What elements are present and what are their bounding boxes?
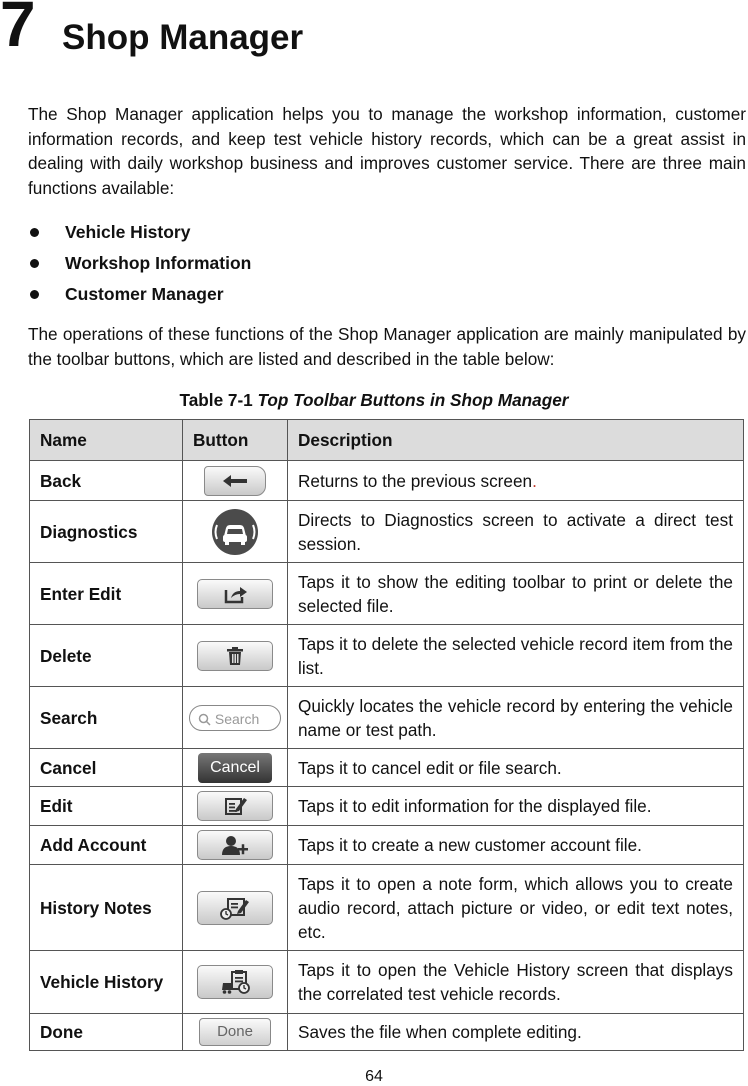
table-row [30, 1014, 744, 1051]
toolbar-buttons-table [29, 419, 744, 1051]
share-edit-icon[interactable] [197, 579, 273, 609]
caption-label: Table 7-1 [179, 390, 253, 410]
row-name: Delete [30, 625, 183, 687]
bullet-icon [30, 259, 39, 268]
done-button[interactable]: Done [199, 1018, 271, 1046]
row-name: Add Account [30, 826, 183, 865]
row-description: Directs to Diagnostics screen to activate a direct test session. [288, 501, 744, 563]
header-name: Name [30, 420, 183, 461]
table-row [30, 865, 744, 951]
list-item: Vehicle History [30, 220, 251, 251]
row-description: Taps it to open a note form, which allows you to create audio record, attach picture or video, or edit text notes, etc. [288, 865, 744, 951]
row-description: Saves the file when complete editing. [288, 1014, 744, 1051]
back-arrow-icon[interactable] [204, 466, 266, 496]
header-button: Button [183, 420, 288, 461]
bullet-icon [30, 228, 39, 237]
row-name: Back [30, 461, 183, 501]
table-row [30, 749, 744, 787]
chapter-title: Shop Manager [62, 18, 304, 57]
row-description: Taps it to cancel edit or file search. [288, 749, 744, 787]
row-name: History Notes [30, 865, 183, 951]
header-description: Description [288, 420, 744, 461]
row-description: Returns to the previous screen [298, 470, 533, 491]
page-number: 64 [365, 1068, 383, 1085]
history-notes-icon[interactable] [197, 891, 273, 925]
row-description: Taps it to show the editing toolbar to print or delete the selected file. [288, 563, 744, 625]
row-description: Taps it to create a new customer account file. [288, 826, 744, 865]
diagnostics-car-icon[interactable] [212, 509, 258, 555]
table-row [30, 501, 744, 563]
trash-icon[interactable] [197, 641, 273, 671]
add-user-icon[interactable] [197, 830, 273, 860]
cancel-button[interactable]: Cancel [198, 753, 272, 783]
table-header-row [30, 420, 744, 461]
row-description: Taps it to open the Vehicle History screen that displays the correlated test vehicle records. [288, 951, 744, 1014]
list-item: Workshop Information [30, 251, 251, 282]
table-row: Back Returns to the previous screen. [30, 461, 744, 501]
search-icon[interactable]: Search [189, 705, 281, 731]
caption-title: Top Toolbar Buttons in Shop Manager [257, 390, 569, 410]
operations-paragraph: The operations of these functions of the Shop Manager application are mainly manipulated by the toolbar buttons, which are listed and described in the table below: [28, 324, 746, 369]
row-name: Diagnostics [30, 501, 183, 563]
row-description: Taps it to delete the selected vehicle record item from the list. [288, 625, 744, 687]
row-name: Done [30, 1014, 183, 1051]
vehicle-history-icon[interactable] [197, 965, 273, 999]
row-description: Quickly locates the vehicle record by entering the vehicle name or test path. [288, 687, 744, 749]
row-name: Enter Edit [30, 563, 183, 625]
row-name: Search [30, 687, 183, 749]
table-row [30, 563, 744, 625]
table-row [30, 787, 744, 826]
list-item: Customer Manager [30, 282, 251, 313]
chapter-number: 7 [0, 0, 34, 60]
row-name: Edit [30, 787, 183, 826]
edit-file-icon[interactable] [197, 791, 273, 821]
table-row [30, 625, 744, 687]
row-description: Taps it to edit information for the displayed file. [288, 787, 744, 826]
function-list [30, 220, 251, 313]
table-row [30, 951, 744, 1014]
table-caption [0, 390, 748, 411]
row-name: Cancel [30, 749, 183, 787]
row-name: Vehicle History [30, 951, 183, 1014]
intro-paragraph: The Shop Manager application helps you to manage the workshop information, customer information records, and keep test vehicle history records, which can be a great assist in dealing with daily workshop business and improves customer service. There are three main functions available: [28, 104, 746, 198]
bullet-icon [30, 290, 39, 299]
table-row [30, 687, 744, 749]
table-row [30, 826, 744, 865]
